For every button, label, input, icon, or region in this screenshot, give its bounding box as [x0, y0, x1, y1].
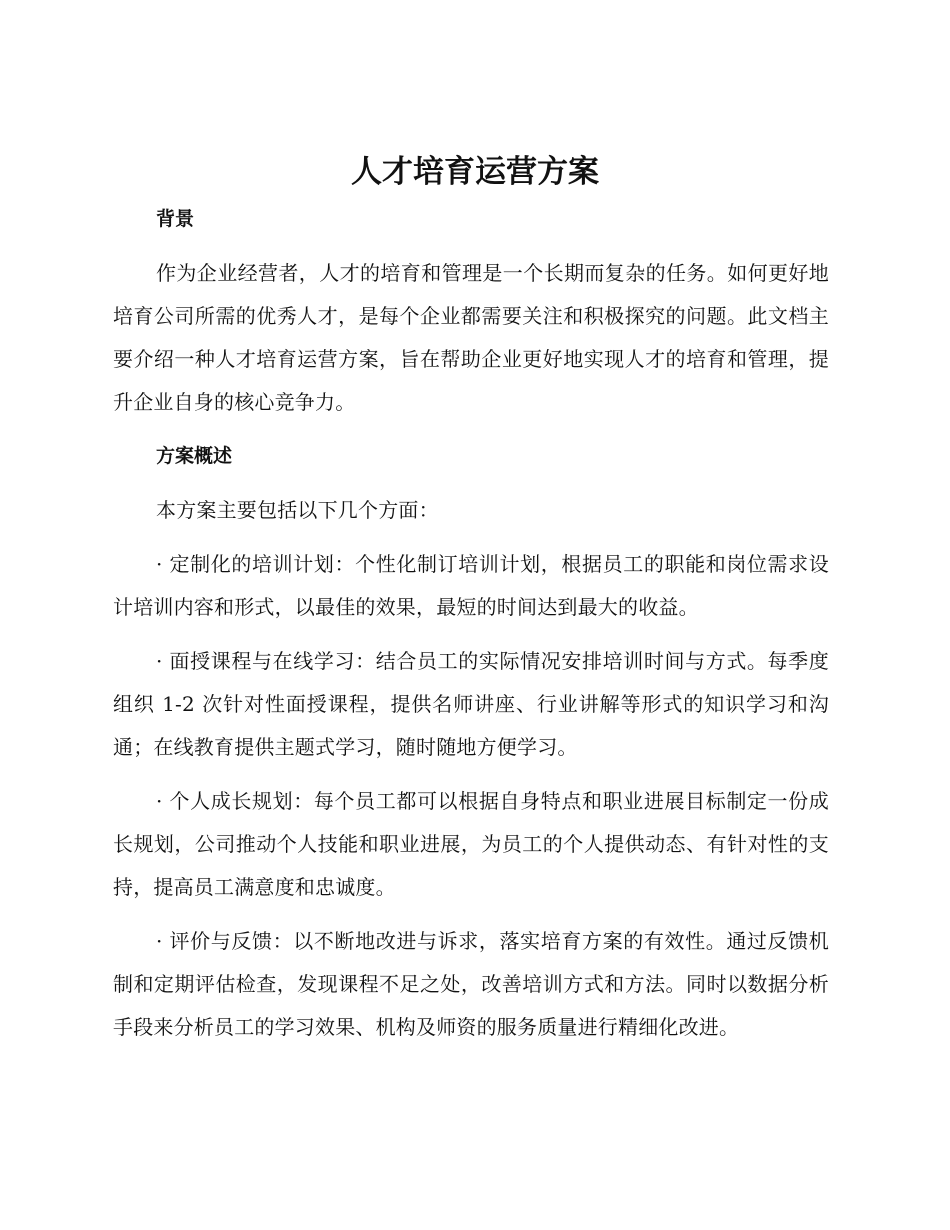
overview-intro: 本方案主要包括以下几个方面： — [156, 498, 439, 522]
list-item: · 个人成长规划：每个员工都可以根据自身特点和职业进展目标制定一份成长规划，公司推动个人技能和职业进展，为员工的个人提供动态、有针对性的支持，提高员工满意度和忠诚度。 — [113, 789, 829, 899]
list-item: · 评价与反馈：以不断地改进与诉求，落实培育方案的有效性。通过反馈机制和定期评估检查，发现课程不足之处，改善培训方式和方法。同时以数据分析手段来分析员工的学习效果、机构及师资的服务质量进行精细化改进。 — [113, 929, 829, 1039]
document-title: 人才培育运营方案 — [351, 154, 599, 190]
section-heading-background: 背景 — [156, 208, 195, 230]
background-paragraph: 作为企业经营者，人才的培育和管理是一个长期而复杂的任务。如何更好地培育公司所需的优秀人才，是每个企业都需要关注和积极探究的问题。此文档主要介绍一种人才培育运营方案，旨在帮助企业更好地实现人才的培育和管理，提升企业自身的核心竞争力。 — [113, 261, 829, 414]
section-heading-overview: 方案概述 — [156, 445, 233, 467]
document-body — [113, 198, 829, 1049]
list-item: · 定制化的培训计划：个性化制订培训计划，根据员工的职能和岗位需求设计培训内容和形式，以最佳的效果，最短的时间达到最大的收益。 — [113, 552, 829, 619]
list-item: · 面授课程与在线学习：结合员工的实际情况安排培训时间与方式。每季度组织 1-2 次针对性面授课程，提供名师讲座、行业讲解等形式的知识学习和沟通；在线教育提供主题式学习，随时随地方便学习。 — [113, 649, 829, 759]
